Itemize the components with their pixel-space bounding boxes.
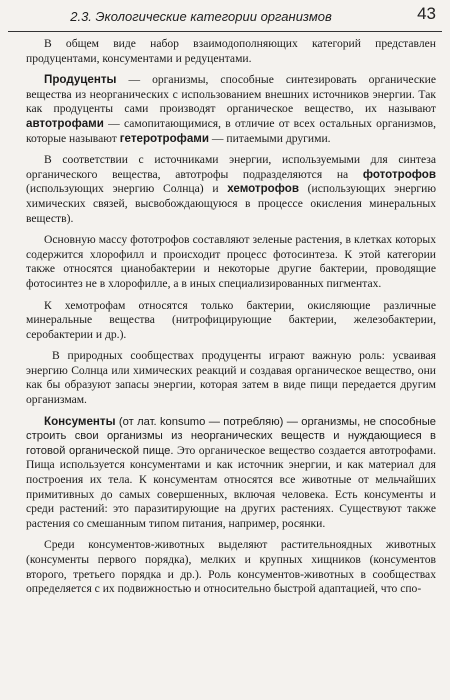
term-autotrophs: автотрофами xyxy=(26,116,104,130)
paragraph-consumer-orders: Среди консументов-животных выделяют растительноядных животных (консументы первого порядка), мелких и крупных хищников (консументов второго, третьего порядка и др.). Роль консументов-животных в сообществах определяется с их подвижностью и относительно быстрой адаптацией, что спо- xyxy=(26,538,436,596)
running-header xyxy=(0,0,450,34)
section-title: 2.3. Экологические категории организмов xyxy=(70,9,332,24)
header-rule xyxy=(8,31,442,32)
paragraph-chemotrophs: К хемотрофам относятся только бактерии, окисляющие различные минеральные вещества (нитрофицирующие бактерии, железобактерии, серобактерии и др.). xyxy=(26,298,436,341)
paragraph-categories: В общем виде набор взаимодополняющих категорий представлен продуцентами, консументами и редуцентами. xyxy=(26,37,436,65)
paragraph-consumers: Консументы (от лат. konsumo — потребляю) — организмы, не способные строить свои организмы из неорганических веществ и нуждающиеся в готовой органической пище. Это органическое вещество создается автотрофами. Пища используется консументами и как источник энергии, и как материал для построения их тела. К консументам относятся все животные от мельчайших примитивных до самых совершенных, включая человека. Есть консументы и среди растений: это паразитирующие на других растениях. Существуют также растения со смешанным типом питания, например, росянки. xyxy=(26,414,436,530)
term-heterotrophs: гетеротрофами xyxy=(119,131,209,145)
body-text xyxy=(26,37,436,700)
term-producers: Продуценты xyxy=(44,73,117,87)
paragraph-energy-sources: В соответствии с источниками энергии, используемыми для синтеза органического вещества, автотрофы подразделяются на фототрофов (использующих энергию Солнца) и хемотрофов (использующих энергию химических связей, высвобождающуюся в процессе окисления минеральных веществ). xyxy=(26,153,436,225)
paragraph-phototrophs: Основную массу фототрофов составляют зеленые растения, в клетках которых содержится хлорофилл и происходит процесс фотосинтеза. К этой категории также относятся цианобактерии и некоторые другие бактерии, проводящие фотосинтез не в хлорофилле, а в иных специализированных пигментах. xyxy=(26,233,436,290)
paragraph-producers: Продуценты — организмы, способные синтезировать органические вещества из неорганических с использованием внешних источников энергии. Так как продуценты сами производят органическое вещество, их называют автотрофами — самопитающимися, в отличие от всех остальных организмов, которые называют гетеротрофами — питаемыми другими. xyxy=(26,73,436,145)
paragraph-producers-role: В природных сообществах продуценты играют важную роль: усваивая энергию Солнца или химических реакций и создавая органическое вещество, они как бы образуют запасы энергии, которая затем в виде пищи передается другим организмам. xyxy=(26,349,436,407)
page-number: 43 xyxy=(417,4,436,23)
term-chemotrophs: хемотрофов xyxy=(227,182,299,196)
term-phototrophs: фототрофов xyxy=(362,167,436,181)
term-consumers: Консументы xyxy=(44,414,116,428)
